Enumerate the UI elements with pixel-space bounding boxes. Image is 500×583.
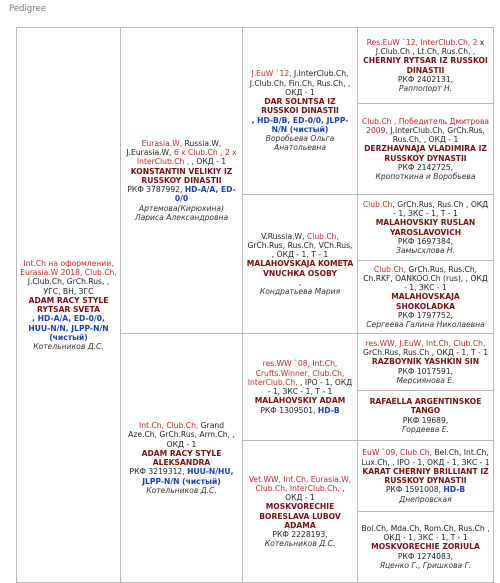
sd-breeder: Кондратьева Мария — [259, 287, 341, 297]
sire-titles: Russia.W, J.Eurasia.W, — [126, 138, 222, 158]
ddd-breeder: Яценко Г., Гришкова Г. — [379, 560, 472, 570]
pedigree-table — [16, 27, 494, 583]
dss-breeder: Мерсиянова Е. — [396, 375, 455, 385]
sds-titles-red: Club.Ch, — [362, 199, 395, 209]
dds-breeder: Днепровская — [399, 494, 452, 504]
sd-comma: , — [298, 277, 302, 287]
sdd-breeder: Сергеева Галина Николаевна — [366, 320, 485, 330]
subject-titles-red: Int.Ch на оформлении, Eurasia.W 2018, Club.Ch, — [20, 258, 117, 277]
dds-reg: РКФ 1591008, — [385, 485, 441, 495]
sdd-titles-red: Club.Ch, — [373, 264, 406, 274]
sss-titles: x J.Club.Ch , Lt.Ch, Rus.Ch, , — [375, 37, 485, 56]
sire-titles-red-2: 6 x Club.Ch , 2 x InterClub.Ch , — [136, 148, 237, 167]
sire-name[interactable]: KONSTANTIN VELIKIY IZ RUSSKOY DINASTII — [130, 166, 233, 185]
dsd-reg: РКФ 19689, — [402, 415, 449, 425]
sds-titles: GrCh.Rus, Rus.Ch , ОКД - 1, ЗКС - 1, Т - 1 — [393, 199, 489, 218]
dsd-name[interactable]: RAFAELLA ARGENTINSKOE TANGO — [369, 397, 482, 416]
sds-reg: РКФ 1697384, — [397, 236, 454, 246]
ss-titles-red: J.EuW `12, — [251, 69, 292, 79]
ds-name[interactable]: MALAHOVSKIY ADAM — [254, 396, 346, 406]
sire-titles-2: , ОКД - 1 — [191, 157, 227, 167]
ssd-reg: РКФ 2142725, — [397, 162, 454, 172]
sd-cell — [243, 195, 358, 334]
dss-titles-red: res.WW, J.EuW, Int.Ch, Club.Ch, — [365, 338, 486, 348]
ddd-name[interactable]: MOSKVORECHIE ZORIULA — [371, 542, 480, 552]
sd-name[interactable]: MALAHOVSKAJA KOMETA VNUCHKA OSOBY — [246, 259, 354, 278]
sire-health: HD-A/A, ED-0/0 — [174, 185, 236, 204]
subject-titles: J.Club.Ch, GrCh.Rus, , УГС, ВН, ЗГС — [27, 277, 110, 296]
dds-name[interactable]: KARAT CHERNIY BRILLIANT IZ RUSSKOY DYNASTII — [362, 466, 489, 485]
ss-name[interactable]: DAR SOLNTSA IZ RUSSKOI DINASTII — [261, 97, 339, 116]
sss-breeder: Раппопорт Н. — [398, 84, 453, 93]
ssd-cell — [358, 104, 494, 195]
sire-cell — [121, 28, 243, 334]
dam-breeder: Котельников Д.С. — [146, 485, 217, 495]
sdd-name[interactable]: MALAHOVSKAJA SHOKOLADKA — [391, 292, 460, 311]
dsd-breeder: Гордеева Е. — [401, 424, 450, 434]
ss-breeder: Воробьева Ольга Анатольевна — [265, 134, 335, 153]
dd-breeder: Котельников Д.С. — [264, 539, 336, 549]
subject-name[interactable]: ADAM RACY STYLE RYTSAR SVETA — [28, 295, 109, 314]
ds-titles-red: res.WW `08, Int.Ch, Crufts.Winner, Club.Ch, InterClub.Ch, — [247, 359, 345, 387]
dd-cell — [243, 441, 358, 583]
sd-titles-2: GrCh.Rus, Rus.Ch, VCh.Rus, , ОКД - 1, Т - 1 — [247, 240, 353, 260]
sds-cell — [358, 195, 494, 261]
sss-name[interactable]: CHERNIY RYTSAR IZ RUSSKOI DINASTII — [363, 56, 488, 75]
dds-titles-red: EuW `09, Club.Ch, — [362, 448, 433, 458]
ds-reg: РКФ 1309501, — [260, 405, 316, 415]
dd-reg: РКФ 2228193, — [272, 530, 328, 539]
sss-titles-red: Res.EuW `12, InterClub.Ch, 2 — [366, 37, 478, 47]
ss-cell — [243, 28, 358, 195]
dam-titles-red: Int.Ch, Club.Ch, — [138, 421, 199, 430]
sd-titles-red: Club.Ch, — [306, 231, 339, 241]
dam-cell — [121, 334, 243, 583]
dds-health: HD-B — [443, 485, 466, 495]
page-title: Pedigree — [9, 4, 46, 14]
ssd-breeder: Кропоткина и Воробьева — [375, 172, 476, 182]
sdd-titles: GrCh.Rus, Rus.Ch, Ch.RKF, OANKOO.Ch (rus), , ОКД - 1, ЗКС - 1 — [363, 264, 488, 293]
sire-titles-red: Eurasia.W, — [141, 138, 183, 148]
subject-cell — [17, 28, 121, 583]
sire-breeder: Артемова(Кирюхина) Лариса Александровна — [134, 203, 229, 222]
dss-reg: РКФ 1017591, — [397, 366, 454, 376]
sdd-cell — [358, 261, 494, 334]
dsd-cell — [358, 391, 494, 441]
dss-name[interactable]: RAZBOYNIK YASHKIN SIN — [371, 357, 480, 367]
ddd-reg: РКФ 1274083, — [397, 551, 454, 561]
dds-titles: Bel.Ch, Int.Ch, Lux.Ch, , IPO - 1, ОКД - 1, ЗКС - 1 — [361, 448, 490, 467]
dd-titles: , ОКД - 1 — [285, 483, 345, 502]
ssd-name[interactable]: DERZHAVNAJA VLADIMIRA IZ RUSSKOY DYNASTII — [364, 144, 487, 163]
subject-health: , HD-A/A, ED-0/0, HUU-N/N, JLPP-N/N (чистый) — [28, 314, 109, 342]
ds-titles: , IPO - 1, ОКД - 1, ЗКС - 1, Т - 1 — [267, 377, 353, 396]
subject-breeder: Котельников Д.С. — [33, 342, 104, 351]
dd-name[interactable]: MOSKVORECHIE BORESLAVA LUBOV ADAMA — [259, 502, 341, 530]
sds-breeder: Замысхлова Н. — [395, 246, 456, 255]
ssd-titles: J.InterClub.Ch, GrCh.Rus, Rus.Ch, , ОКД - 1 — [390, 125, 485, 145]
dss-titles: GrCh.Rus, Rus.Ch , ОКД - 1, Т - 1 — [362, 348, 489, 358]
sire-reg: РКФ 3787992, — [127, 185, 183, 195]
dds-cell — [358, 441, 494, 512]
dam-reg: РКФ 3219312, — [129, 467, 185, 477]
sdd-reg: РКФ 1797752, — [397, 310, 454, 320]
dam-titles: Grand Aze.Ch, GrCh.Rus, Arm.Ch, , ОКД - 1 — [128, 421, 235, 449]
sd-titles: V.Russia.W, — [261, 231, 305, 241]
sss-cell — [358, 28, 494, 104]
ss-health: , HD-B/B, ED-0/0, JLPP-N/N (чистый) — [251, 115, 349, 134]
ss-titles: J.InterClub.Ch, J.Club.Ch, Fin.Ch, Rus.Ch, , ОКД - 1 — [249, 69, 351, 97]
dd-titles-red: Vet.WW, Int.Ch, Eurasia.W, Club.Ch, InterClub.Ch, — [248, 474, 352, 493]
dss-cell — [358, 334, 494, 391]
ddd-cell — [358, 512, 494, 583]
dam-health: HUU-N/HU, JLPP-N/N (чистый) — [142, 467, 234, 486]
ssd-titles-red: Club.Ch , Победитель Дмитрова 2009, — [361, 116, 490, 135]
dam-name[interactable]: ADAM RACY STYLE ALEKSANDRA — [141, 448, 222, 467]
ds-cell — [243, 334, 358, 441]
sds-name[interactable]: MALAHOVSKIY RUSLAN YAROSLAVOVICH — [375, 218, 476, 237]
ds-health: HD-B — [317, 405, 340, 415]
sss-reg: РКФ 2402131, — [397, 74, 454, 84]
ddd-titles: Bol.Ch, Mda.Ch, Rom.Ch, Rus.Ch , ОКД - 1, ЗКС - 1, Т - 1 — [361, 523, 490, 543]
